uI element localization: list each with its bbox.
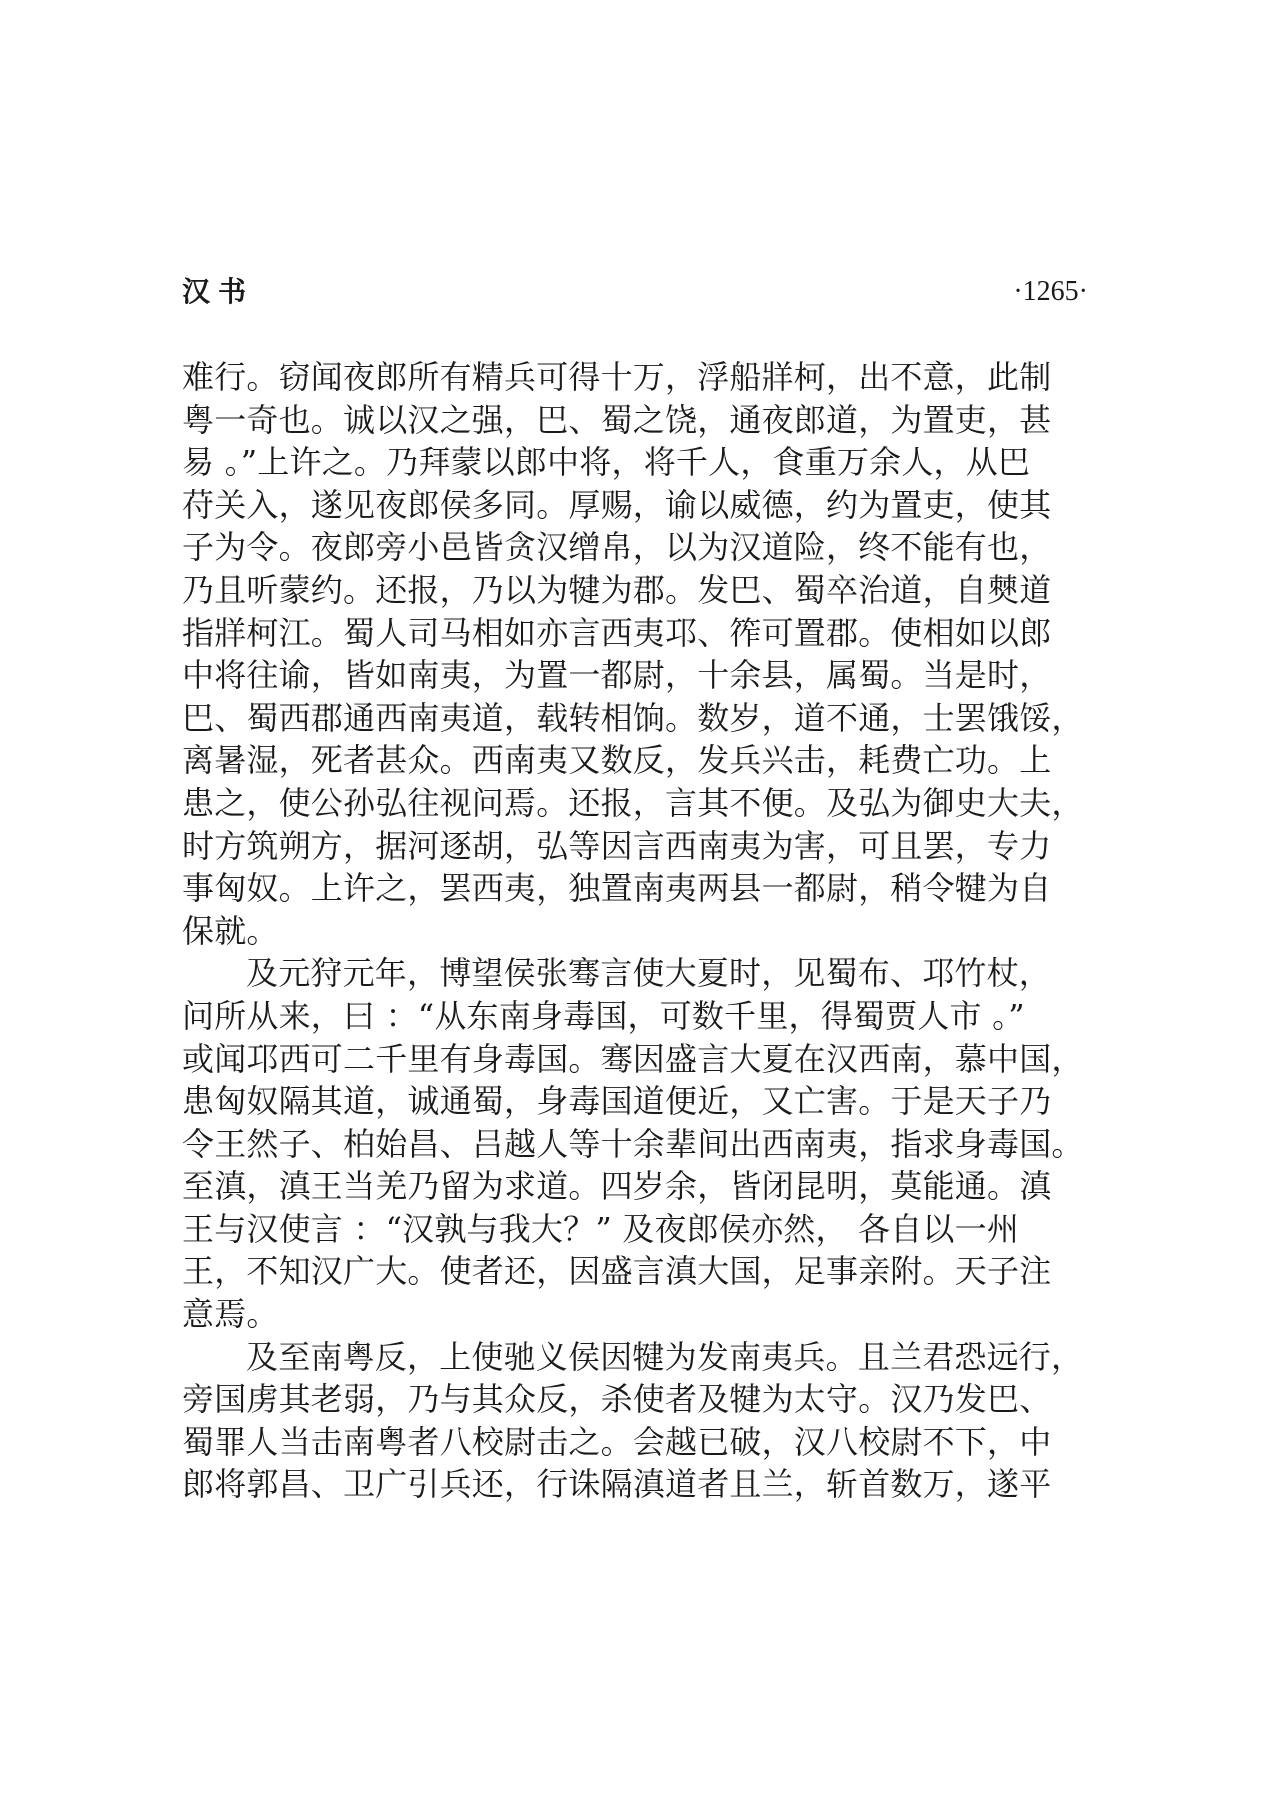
text-line: 旁国虏其老弱，乃与其众反，杀使者及犍为太守。汉乃发巴、 bbox=[182, 1380, 1052, 1419]
page-number: ·1265· bbox=[1013, 276, 1088, 307]
text-line: 问所从来，曰 ：“从东南身毒国，可数千里，得蜀贾人市 。” bbox=[182, 996, 1025, 1035]
text-line: 指牂柯江。蜀人司马相如亦言西夷邛、筰可置郡。使相如以郎 bbox=[182, 613, 1052, 652]
text-line: 事匈奴。上许之，罢西夷，独置南夷两县一都尉，稍令犍为自 bbox=[182, 869, 1052, 908]
text-line: 患匈奴隔其道，诚通蜀，身毒国道便近，又亡害。于是天子乃 bbox=[182, 1082, 1052, 1121]
text-line: 粤一奇也。诚以汉之强，巴、蜀之饶，通夜郎道，为置吏，甚 bbox=[182, 400, 1052, 439]
text-line: 或闻邛西可二千里有身毒国。骞因盛言大夏在汉西南，慕中国， bbox=[182, 1039, 1084, 1078]
paragraph-1 bbox=[182, 356, 1088, 952]
text-line: 王，不知汉广大。使者还，因盛言滇大国，足事亲附。天子注 bbox=[182, 1252, 1052, 1291]
text-line: 意焉。 bbox=[182, 1295, 279, 1334]
text-line: 王与汉使言 ：“汉孰与我大？” 及夜郎侯亦然， 各自以一州 bbox=[182, 1209, 1020, 1248]
text-line: 至滇，滇王当羌乃留为求道。四岁余，皆闭昆明，莫能通。滇 bbox=[182, 1167, 1052, 1206]
book-title: 汉书 bbox=[182, 275, 255, 308]
text-line: 保就。 bbox=[182, 911, 279, 950]
text-line: 中将往谕，皆如南夷，为置一都尉，十余县，属蜀。当是时， bbox=[182, 656, 1052, 695]
paragraph-2 bbox=[182, 952, 1088, 1335]
text-line: 离暑湿，死者甚众。西南夷又数反，发兵兴击，耗费亡功。上 bbox=[182, 741, 1052, 780]
text-line: 及元狩元年，博望侯张骞言使大夏时，见蜀布、邛竹杖， bbox=[246, 954, 1052, 993]
text-line: 易 。”上许之。乃拜蒙以郎中将，将千人，食重万余人，从巴 bbox=[182, 443, 1031, 482]
text-line: 蜀罪人当击南粤者八校尉击之。会越已破，汉八校尉不下，中 bbox=[182, 1422, 1052, 1461]
text-line: 乃且听蒙约。还报，乃以为犍为郡。发巴、蜀卒治道，自僰道 bbox=[182, 570, 1052, 609]
text-line: 巴、蜀西郡通西南夷道，载转相饷。数岁，道不通，士罢饿馁， bbox=[182, 698, 1084, 737]
text-line: 苻关入，遂见夜郎侯多同。厚赐，谕以威德，约为置吏，使其 bbox=[182, 485, 1052, 524]
text-line: 郎将郭昌、卫广引兵还，行诛隔滇道者且兰，斩首数万，遂平 bbox=[182, 1465, 1052, 1504]
text-line: 及至南粤反，上使驰义侯因犍为发南夷兵。且兰君恐远行， bbox=[246, 1337, 1084, 1376]
text-line: 患之，使公孙弘往视问焉。还报，言其不便。及弘为御史大夫， bbox=[182, 783, 1084, 822]
text-line: 时方筑朔方，据河逐胡，弘等因言西南夷为害，可且罢，专力 bbox=[182, 826, 1052, 865]
page-header bbox=[182, 272, 1088, 312]
body-text bbox=[182, 356, 1088, 1506]
text-line: 令王然子、柏始昌、吕越人等十余辈间出西南夷，指求身毒国。 bbox=[182, 1124, 1084, 1163]
text-line: 子为令。夜郎旁小邑皆贪汉缯帛，以为汉道险，终不能有也， bbox=[182, 528, 1052, 567]
text-line: 难行。窃闻夜郎所有精兵可得十万，浮船牂柯，出不意，此制 bbox=[182, 358, 1052, 396]
paragraph-3 bbox=[182, 1336, 1088, 1506]
